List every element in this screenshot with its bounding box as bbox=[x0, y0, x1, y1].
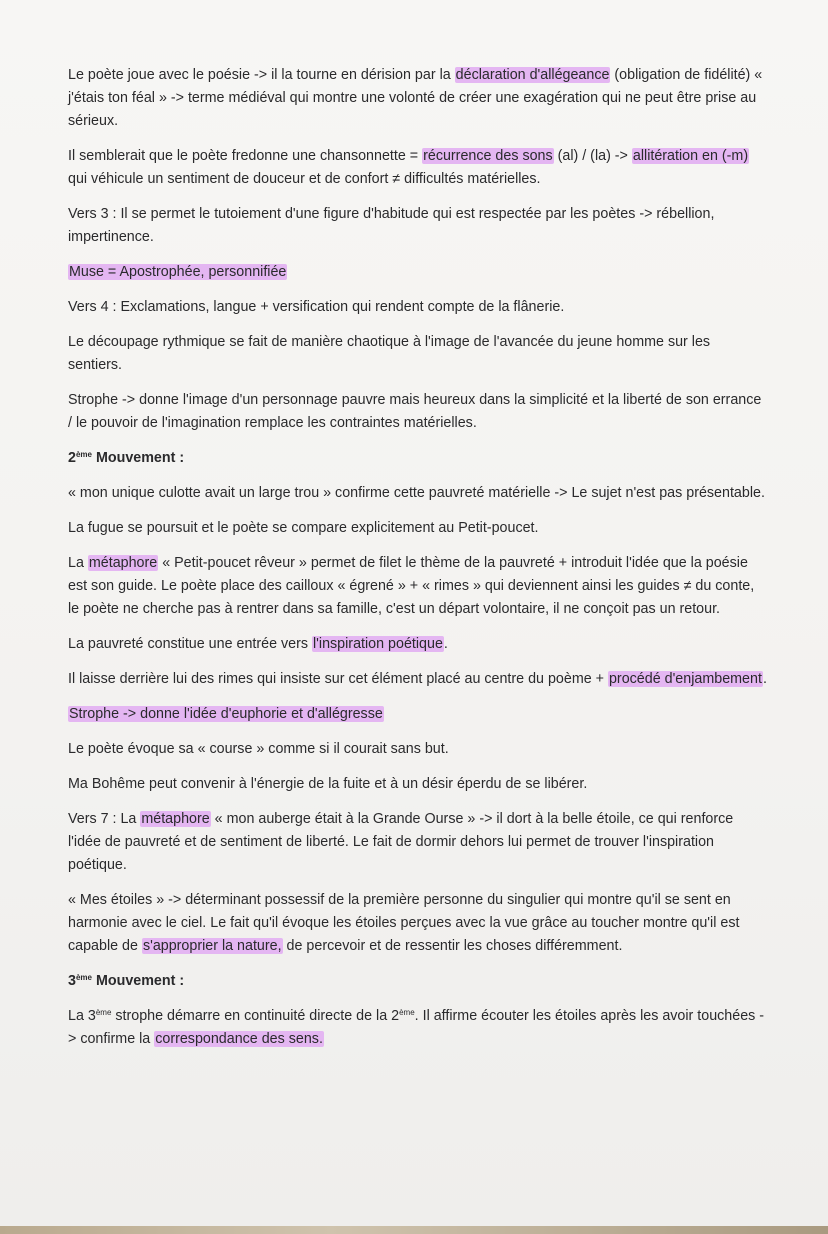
notes-content bbox=[68, 64, 768, 1063]
highlight: récurrence des sons bbox=[423, 148, 553, 164]
paragraph-petit-poucet: La métaphore « Petit-poucet rêveur » permet de filet le thème de la pauvreté + introduit l'idée que la poésie est son guide. Le poète place des cailloux « égrené » + « rimes » qui deviennent ainsi les guides ≠ du conte, le poète ne cherche pas à rentrer dans sa famille, c'est un départ volontaire, il ne conçoit pas un retour. bbox=[68, 555, 755, 617]
heading-mouvement-3: 3ème Mouvement : bbox=[68, 973, 185, 989]
paragraph-mes-etoiles: « Mes étoiles » -> déterminant possessif de la première personne du singulier qui montre qu'il se sent en harmonie avec le ciel. Le fait qu'il évoque les étoiles perçues avec la vue grâce au toucher montre qu'il est capable de s'approprier la nature, de percevoir et de ressentir les choses différemment. bbox=[68, 892, 740, 954]
paragraph-allegeance: Le poète joue avec le poésie -> il la tourne en dérision par la déclaration d'allégeance (obligation de fidélité) « j'étais ton féal » -> terme médiéval qui montre une volonté de créer une exagération qui ne peut être prise au sérieux. bbox=[68, 67, 763, 129]
heading-mouvement-2: 2ème Mouvement : bbox=[68, 450, 185, 466]
paragraph-culotte: « mon unique culotte avait un large trou » confirme cette pauvreté matérielle -> Le sujet n'est pas présentable. bbox=[68, 485, 765, 501]
paragraph-chansonnette: Il semblerait que le poète fredonne une chansonnette = récurrence des sons (al) / (la) -> allitération en (-m) qui véhicule un sentiment de douceur et de confort ≠ difficultés matérielles. bbox=[68, 148, 749, 187]
highlight: procédé d'enjambement bbox=[608, 671, 762, 687]
highlight: Muse = Apostrophée, personnifiée bbox=[69, 264, 287, 280]
highlight: Strophe -> donne l'idée d'euphorie et d'allégresse bbox=[69, 706, 383, 722]
paragraph-fugue: La fugue se poursuit et le poète se compare explicitement au Petit-poucet. bbox=[68, 520, 539, 536]
paragraph-euphorie bbox=[68, 703, 768, 726]
paragraph-inspiration: La pauvreté constitue une entrée vers l'inspiration poétique. bbox=[68, 636, 448, 652]
paragraph-vers-3: Vers 3 : Il se permet le tutoiement d'une figure d'habitude qui est respectée par les poètes -> rébellion, impertinence. bbox=[68, 206, 715, 245]
table-edge bbox=[0, 1226, 828, 1234]
highlight: correspondance des sens. bbox=[155, 1031, 323, 1047]
highlight: s'approprier la nature, bbox=[142, 938, 282, 954]
paragraph-correspondance: La 3ème strophe démarre en continuité directe de la 2ème. Il affirme écouter les étoiles après les avoir touchées -> confirme la correspondance des sens. bbox=[68, 1008, 765, 1047]
paragraph-strophe-1: Strophe -> donne l'image d'un personnage pauvre mais heureux dans la simplicité et la liberté de son errance / le pouvoir de l'imagination remplace les contraintes matérielles. bbox=[68, 392, 762, 431]
paragraph-muse bbox=[68, 261, 768, 284]
paragraph-boheme: Ma Bohême peut convenir à l'énergie de la fuite et à un désir éperdu de se libérer. bbox=[68, 776, 588, 792]
paragraph-enjambement: Il laisse derrière lui des rimes qui insiste sur cet élément placé au centre du poème + procédé d'enjambement. bbox=[68, 671, 767, 687]
highlight: allitération en (-m) bbox=[632, 148, 749, 164]
paragraph-vers-4: Vers 4 : Exclamations, langue + versification qui rendent compte de la flânerie. bbox=[68, 299, 565, 315]
highlight: métaphore bbox=[88, 555, 158, 571]
highlight: déclaration d'allégeance bbox=[455, 67, 610, 83]
paragraph-decoupage: Le découpage rythmique se fait de manière chaotique à l'image de l'avancée du jeune homme sur les sentiers. bbox=[68, 334, 711, 373]
paragraph-vers-7: Vers 7 : La métaphore « mon auberge était à la Grande Ourse » -> il dort à la belle étoile, ce qui renforce l'idée de pauvreté et de sentiment de liberté. Le fait de dormir dehors lui permet de trouver l'inspiration poétique. bbox=[68, 811, 734, 873]
paragraph-course: Le poète évoque sa « course » comme si il courait sans but. bbox=[68, 741, 449, 757]
highlight: l'inspiration poétique bbox=[313, 636, 443, 652]
highlight: métaphore bbox=[141, 811, 210, 827]
